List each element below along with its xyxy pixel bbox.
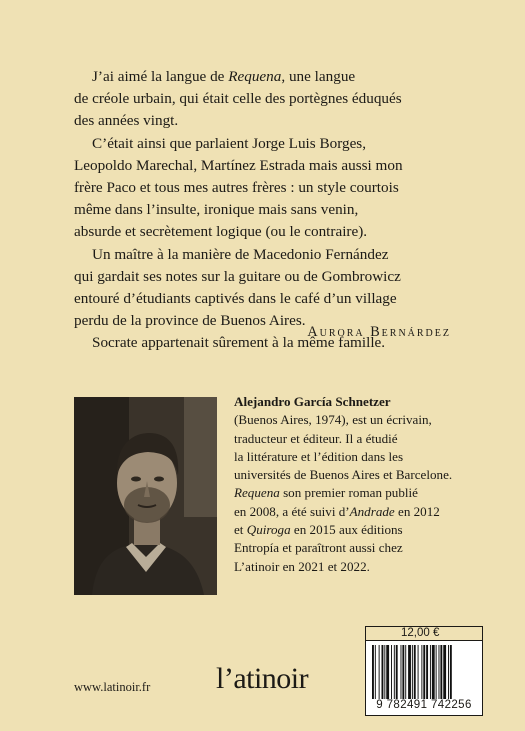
bio-line: L’atinoir en 2021 et 2022.: [234, 558, 370, 574]
barcode-bar: [394, 645, 395, 699]
bio-line: [234, 484, 484, 502]
barcode-bar: [386, 645, 389, 699]
barcode-bar: [408, 645, 411, 699]
quote-text: Socrate appartenait sûrement à la même famille.: [92, 334, 386, 352]
bio-line: [234, 503, 484, 521]
barcode-bar: [405, 645, 406, 699]
barcode-bar: [412, 645, 413, 699]
quote-text: entouré d’étudiants captivés dans le café d’un village: [74, 290, 397, 308]
quote-text: absurde et secrètement logique (ou le contraire).: [74, 223, 368, 241]
quote-text: des années vingt.: [74, 112, 179, 130]
quote-text: , une langue: [281, 68, 356, 85]
bio-line: traducteur et éditeur. Il a étudié: [234, 430, 398, 446]
book-title: Requena: [228, 68, 282, 85]
price: 12,00 €: [401, 627, 440, 639]
barcode-bar: [439, 645, 440, 699]
book-title: Andrade: [349, 503, 395, 519]
quote-text: J’ai aimé la langue de: [92, 68, 229, 85]
barcode-bar: [382, 645, 384, 699]
quote-paragraph: [74, 244, 454, 333]
publisher-logo: l’atinoir: [216, 662, 309, 695]
bio-text: en 2008, a été suivi d’: [234, 503, 350, 519]
website-url[interactable]: www.latinoir.fr: [74, 680, 151, 694]
bio-text: son premier roman publié: [279, 485, 418, 501]
quote-paragraph: [74, 66, 454, 133]
barcode-bar: [391, 645, 392, 699]
barcode-bar: [436, 645, 437, 699]
quote-text: qui gardait ses notes sur la guitare ou de Gombrowicz: [74, 267, 401, 285]
bio-line: Entropía et paraîtront aussi chez: [234, 540, 403, 556]
quote-paragraph: [74, 133, 454, 244]
barcode-bar: [450, 645, 452, 699]
barcode: [365, 640, 483, 716]
author-bio: [234, 393, 484, 576]
barcode-bar: [423, 645, 425, 699]
quote-signature: Aurora Bernárdez: [307, 324, 451, 340]
barcode-bar: [432, 645, 435, 699]
barcode-bar: [443, 645, 446, 699]
quote-text: perdu de la province de Buenos Aires.: [74, 312, 306, 330]
bio-line: universités de Buenos Aires et Barcelone.: [234, 467, 453, 483]
barcode-bar: [440, 645, 442, 699]
book-title: Requena: [234, 485, 280, 501]
bio-line: [234, 521, 484, 539]
barcode-bar: [375, 645, 376, 699]
bio-line: la littérature et l’édition dans les: [234, 448, 404, 464]
bio-text: et: [234, 522, 247, 538]
isbn-number: 9 782491 742256: [376, 699, 472, 711]
quote-text: même dans l’insulte, ironique mais sans venin,: [74, 201, 359, 219]
quote-text: C’était ainsi que parlaient Jorge Luis Borges,: [92, 134, 367, 152]
quote-text: Leopoldo Marechal, Martínez Estrada mais aussi mon: [74, 156, 403, 174]
barcode-bar: [372, 645, 374, 699]
bio-text: en 2015 aux éditions: [290, 522, 403, 538]
author-name: Alejandro García Schnetzer: [234, 394, 391, 409]
barcode-bars: [372, 645, 476, 699]
author-photo: [74, 397, 217, 595]
barcode-bar: [421, 645, 422, 699]
barcode-bar: [418, 645, 419, 699]
back-cover-quote: [74, 66, 454, 355]
barcode-bar: [448, 645, 449, 699]
bio-text: en 2012: [394, 503, 440, 519]
quote-text: frère Paco et tous mes autres frères : un style courtois: [74, 179, 399, 197]
barcode-bar: [401, 645, 402, 699]
barcode-bar: [402, 645, 404, 699]
barcode-bar: [396, 645, 398, 699]
book-title: Quiroga: [246, 522, 291, 538]
barcode-bar: [379, 645, 380, 699]
bio-line: (Buenos Aires, 1974), est un écrivain,: [234, 412, 432, 428]
barcode-bar: [426, 645, 428, 699]
barcode-bar: [414, 645, 416, 699]
barcode-bar: [384, 645, 385, 699]
quote-text: Un maître à la manière de Macedonio Fernández: [92, 245, 389, 263]
quote-text: de créole urbain, qui était celle des portègnes éduqués: [74, 90, 402, 108]
barcode-bar: [430, 645, 431, 699]
